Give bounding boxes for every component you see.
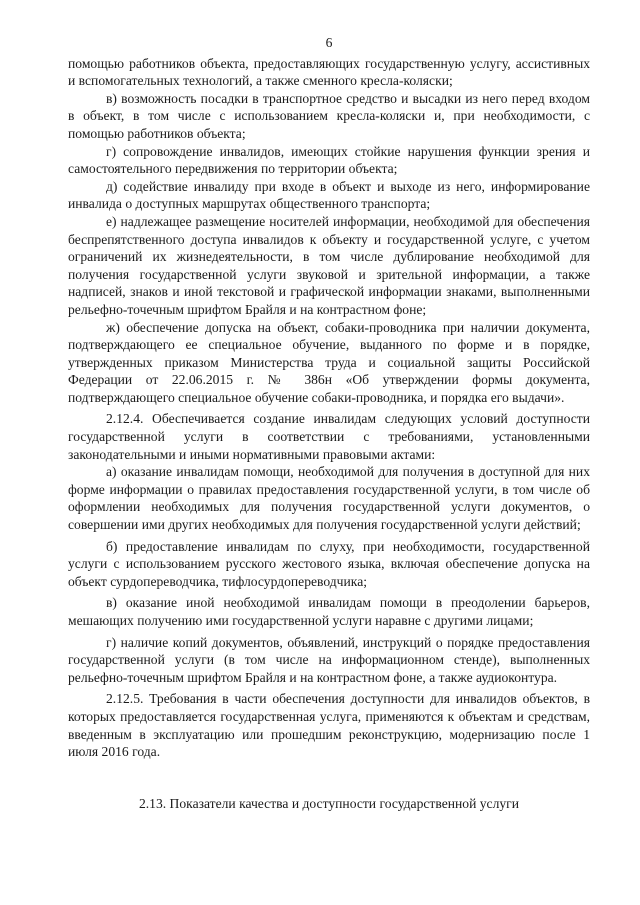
page-number: 6: [325, 35, 333, 50]
paragraph-item-v2: в) оказание иной необходимой инвалидам помощи в преодолении барьеров, мешающих получению ими государственной услуги наравне с другими лицами;: [68, 595, 590, 628]
paragraph-item-d: д) содействие инвалиду при входе в объект и выходе из него, информирование инвалида о доступных маршрутах общественного транспорта;: [68, 178, 590, 212]
paragraph-item-g2: г) наличие копий документов, объявлений, инструкций о порядке предоставления государственной услуги (в том числе на информационном стенде), выполненных рельефно-точечным шрифтом Брайля и на контрастном фоне, а также аудиоконтура.: [68, 634, 590, 685]
paragraph-continuation: помощью работников объекта, предоставляющих государственную услугу, ассистивных и вспомогательных технологий, а также сменного кресла-коляски;: [68, 55, 590, 89]
document-page: [68, 34, 590, 812]
paragraph-item-g: г) сопровождение инвалидов, имеющих стойкие нарушения функции зрения и самостоятельного передвижения по территории объекта;: [68, 143, 590, 177]
paragraph-2-12-4: 2.12.4. Обеспечивается создание инвалидам следующих условий доступности государственной услуги в соответствии с требованиями, установленными законодательными и иными нормативными правовыми актами:: [68, 411, 590, 462]
section-heading: 2.13. Показатели качества и доступности государственной услуги: [138, 795, 520, 811]
paragraph-item-zh: ж) обеспечение допуска на объект, собаки-проводника при наличии документа, подтверждающего ее специальное обучение, выданного по форме и в порядке, утвержденных приказом Министерства труда и социальной защиты Российской Федерации от 22.06.2015 г. № 386н «Об утверждении формы документа, подтверждающего специальное обучение собаки-проводника, и порядка его выдачи».: [68, 319, 590, 405]
paragraph-item-a: а) оказание инвалидам помощи, необходимой для получения в доступной для них форме информации о правилах предоставления государственной услуги, в том числе об оформлении необходимых для получения государственной услуги документов, о совершении ими других необходимых для получения государственной услуги действий;: [68, 464, 590, 533]
paragraph-item-v: в) возможность посадки в транспортное средство и высадки из него перед входом в объект, в том числе с использованием кресла-коляски и, при необходимости, с помощью работников объекта;: [68, 90, 590, 141]
paragraph-item-e: е) надлежащее размещение носителей информации, необходимой для обеспечения беспрепятственного доступа инвалидов к объекту и государственной услуге, с учетом ограничений их жизнедеятельности, в том числе дублирование необходимой для получения государственной услуги звуковой и зрительной информации, а также надписей, знаков и иной текстовой и графической информации знаками, выполненными рельефно-точечным шрифтом Брайля и на контрастном фоне;: [68, 213, 590, 317]
paragraph-2-12-5: 2.12.5. Требования в части обеспечения доступности для инвалидов объектов, в которых предоставляется государственная услуга, применяются к объектам и средствам, введенным в эксплуатацию или прошедшим реконструкцию, модернизацию после 1 июля 2016 года.: [68, 691, 590, 760]
paragraph-item-b: б) предоставление инвалидам по слуху, при необходимости, государственной услуги с использованием русского жестового языка, включая обеспечение допуска на объект сурдопереводчика, тифлосурдопереводчика;: [68, 538, 590, 589]
